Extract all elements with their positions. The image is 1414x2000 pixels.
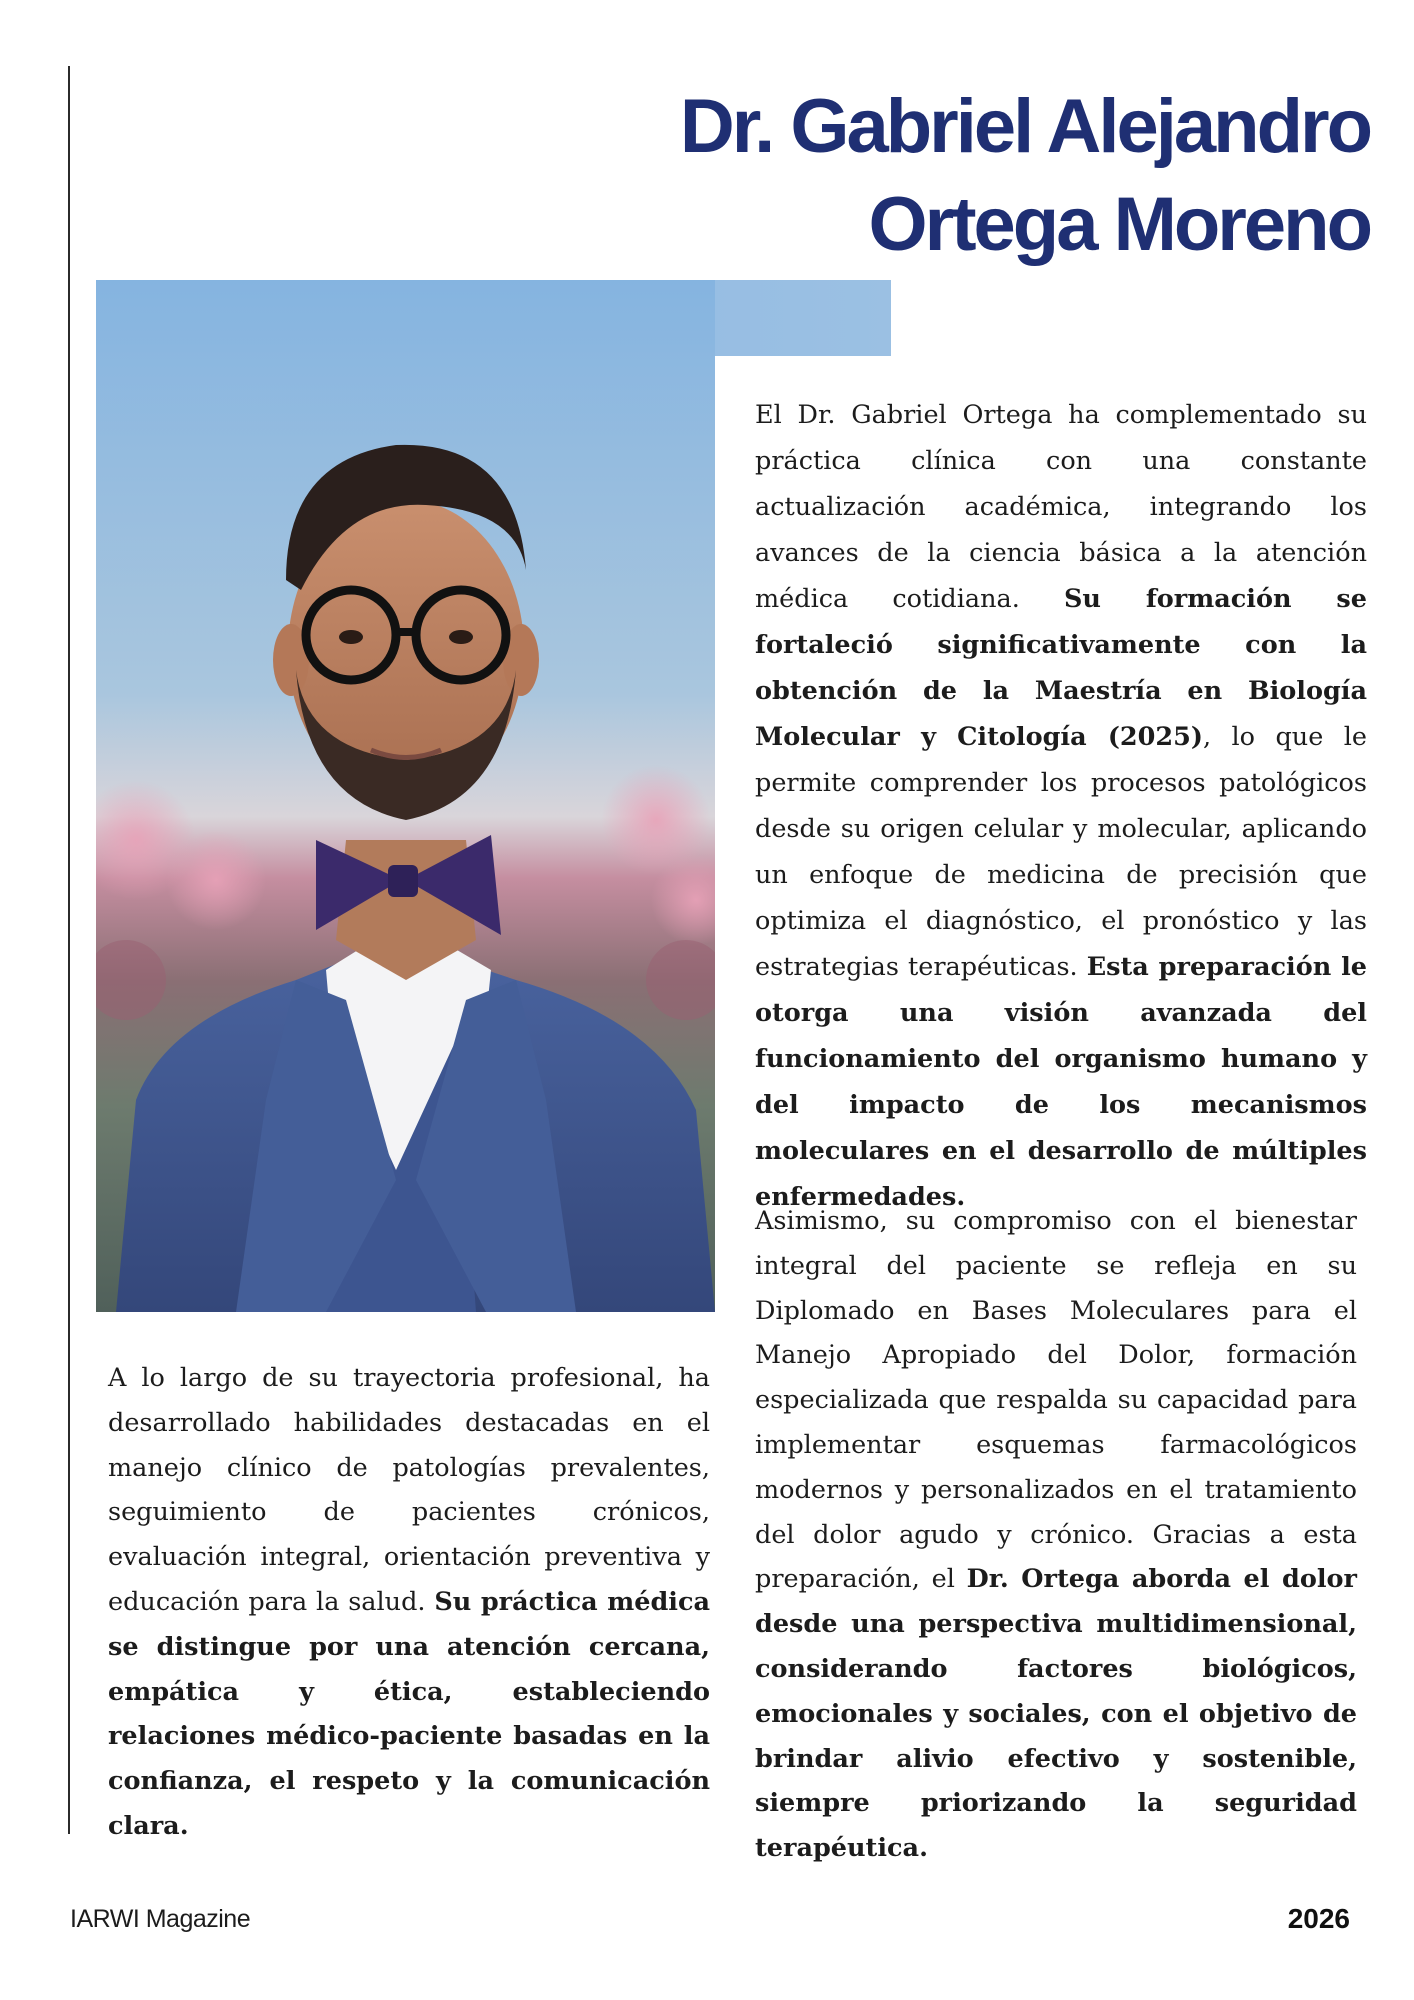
para2-bold: Dr. Ortega aborda el dolor desde una perspectiva multidimensional, considerando factores biológicos, emocionales y sociales, con el objetivo de brindar alivio efectivo y sostenible, siempre priorizando la seguridad terapéutica. (755, 1564, 1357, 1864)
para1-bold: Su formación se fortaleció significativamente con la obtención de la Maestría en Biología Molecular y Citología (2025) (755, 584, 1367, 752)
paragraph-professional-trajectory (108, 1356, 710, 1849)
para1-text-2: , lo que le permite comprender los procesos patológicos desde su origen celular y molecular, aplicando un enfoque de medicina de precisión que optimiza el diagnóstico, el pronóstico y las estrategias terapéuticas. (755, 722, 1367, 982)
paragraph-pain-management (755, 1199, 1357, 1871)
title-line-2: Ortega Moreno (868, 182, 1370, 267)
footer-magazine-name: IARWI Magazine (70, 1905, 251, 1933)
paragraph-academic-formation (755, 392, 1367, 1220)
para1-bold-2: Esta preparación le otorga una visión avanzada del funcionamiento del organismo humano y del impacto de los mecanismos moleculares en el desarrollo de múltiples enfermedades. (755, 952, 1367, 1212)
para2-text: Asimismo, su compromiso con el bienestar integral del paciente se refleja en su Diplomado en Bases Moleculares para el Manejo Apropiado del Dolor, formación especializada que respalda su capacidad para implementar esquemas farmacológicos modernos y personalizados en el tratamiento del dolor agudo y crónico. Gracias a esta preparación, el (755, 1206, 1357, 1595)
footer-year: 2026 (1287, 1903, 1350, 1934)
page-title (270, 78, 1370, 274)
vertical-rule (68, 66, 70, 1834)
title-line-1: Dr. Gabriel Alejandro (679, 84, 1370, 169)
para3-text: A lo largo de su trayectoria profesional, ha desarrollado habilidades destacadas en el manejo clínico de patologías prevalentes, seguimiento de pacientes crónicos, evaluación integral, orientación preventiva y educación para la salud. (108, 1363, 710, 1617)
para1-text: El Dr. Gabriel Ortega ha complementado su práctica clínica con una constante actualización académica, integrando los avances de la ciencia básica a la atención médica cotidiana. (755, 400, 1367, 614)
para3-bold: Su práctica médica se distingue por una atención cercana, empática y ética, estableciendo relaciones médico-paciente basadas en la confianza, el respeto y la comunicación clara. (108, 1586, 711, 1841)
portrait-illustration (96, 280, 715, 1312)
doctor-portrait-photo (96, 280, 715, 1312)
